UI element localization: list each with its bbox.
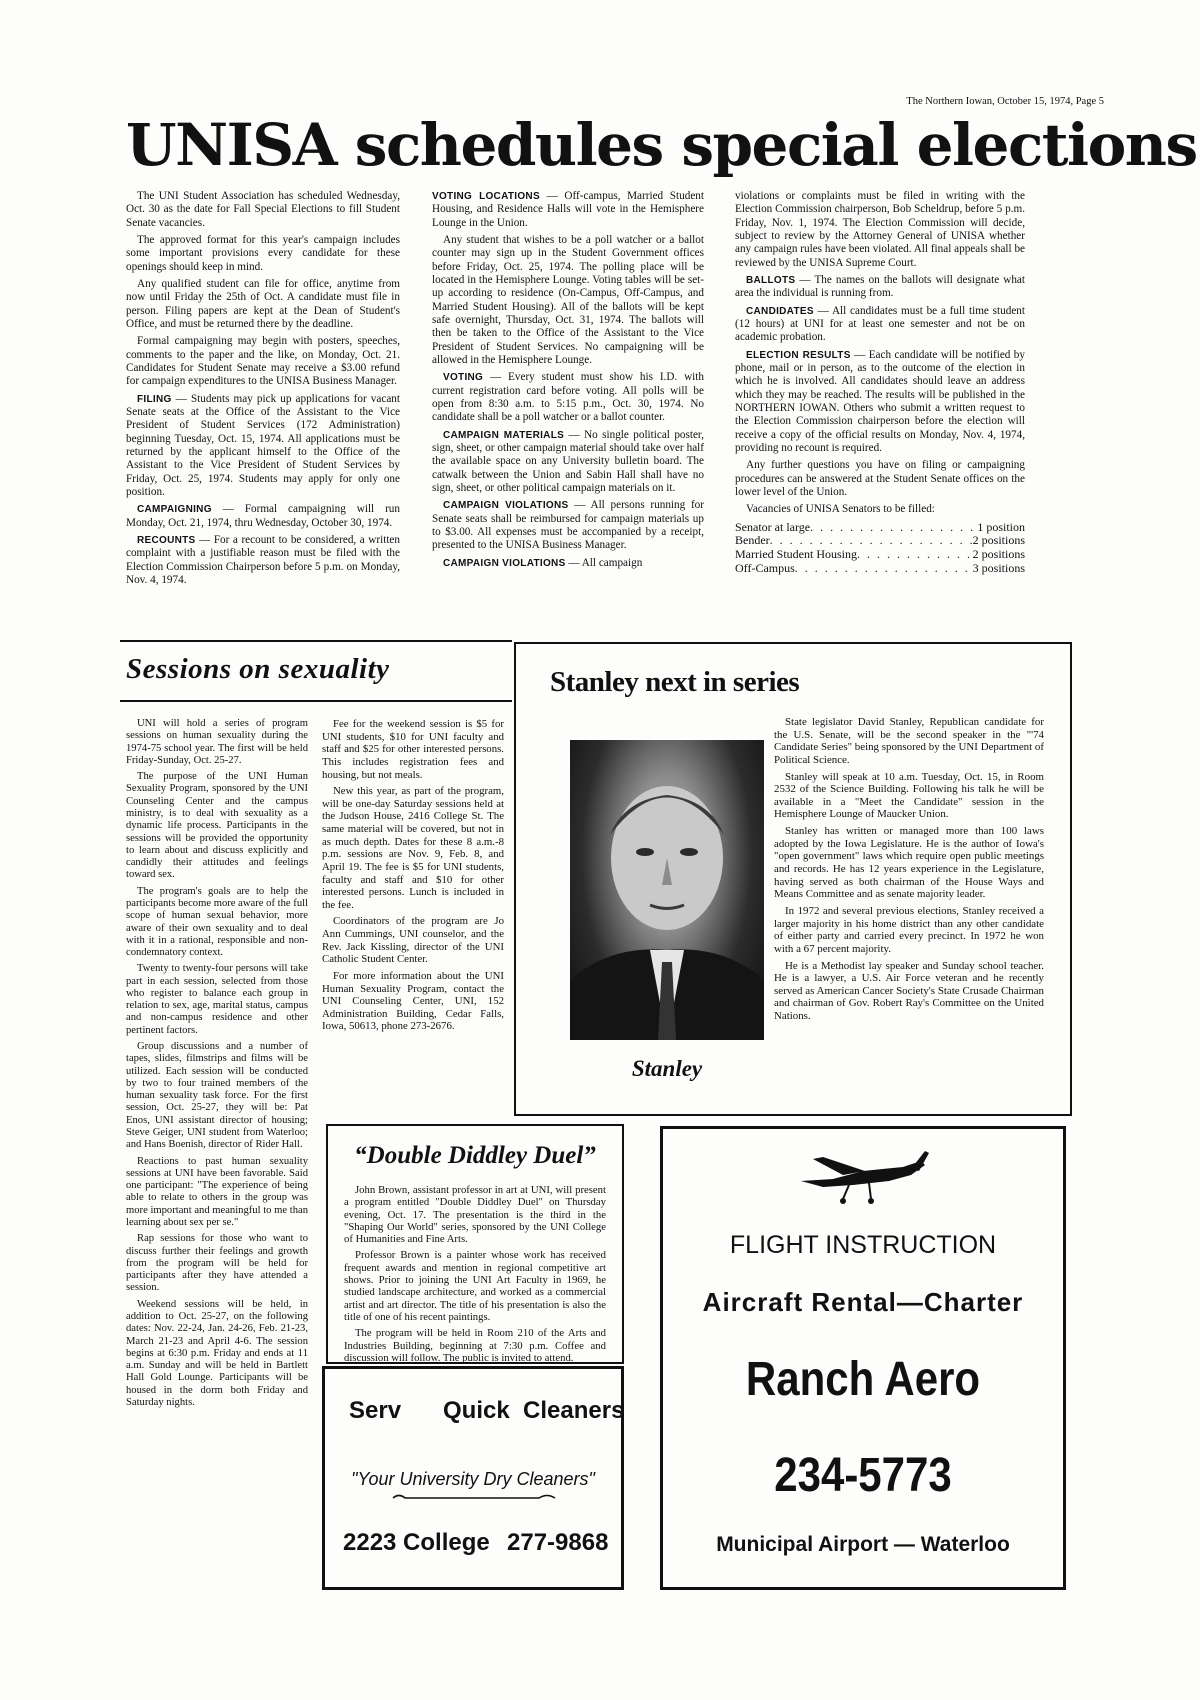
paragraph: violations or complaints must be filed in writing with the Election Commission chairperson, Bob Scheldrup, before 5 p.m. Friday, Nov. 1, 1974. The Election Commission will decide, subject to review by the Attorney General of UNISA whether any campaign rules have been violated. All final appeals shall be reviewed by the UNISA Supreme Court.: [735, 190, 1025, 269]
vacancy-seat: Bender: [735, 533, 770, 548]
paragraph: New this year, as part of the program, will be one-day Saturday sessions held at the Judson House, 2416 College St. The same material will be covered, but not in as much depth. Dates for these 8 a.m.-8 p.m. sessions are Nov. 9, Feb. 8, and April 19. The fee is $5 for UNI students, faculty and staff and $10 for other interested persons. Lunch is included in the fee.: [322, 785, 504, 911]
paragraph-text: — Formal campaigning will run Monday, Oct. 21, 1974, thru Wednesday, October 30, 1974.: [126, 503, 400, 529]
paragraph-text: — All campaign: [565, 556, 643, 569]
vacancy-row: [735, 534, 1025, 548]
keyword: CAMPAIGN VIOLATIONS: [443, 557, 566, 569]
flight-company-name: Ranch Aero: [745, 1351, 981, 1406]
cleaners-ad: [322, 1366, 624, 1590]
paragraph: [126, 503, 400, 530]
paragraph: The approved format for this year's campaign includes some important provisions every candidate for these openings should keep in mind.: [126, 233, 400, 273]
paragraph: Any qualified student can file for office, anytime from now until Friday the 25th of Oct. A candidate must file in person. Filing papers are kept at the Dean of Student's Office, and must be returned there by the deadline.: [126, 277, 400, 330]
paragraph: [432, 557, 704, 570]
cleaners-name-right: Quick Cleaners: [443, 1397, 625, 1424]
paragraph: Reactions to past human sexuality sessions at UNI have been favorable. Said one participant: "The experience of being able to relate to others in the group was more important and meaningful to me than learning about sex per se.": [126, 1155, 308, 1228]
vacancy-count: 2 positions: [972, 533, 1025, 548]
vacancies-list: [735, 521, 1025, 576]
elections-column-2: [432, 190, 704, 574]
section-divider: [120, 640, 512, 642]
page-headline: UNISA schedules special elections: [126, 111, 1197, 179]
paragraph: In 1972 and several previous elections, Stanley received a larger majority in his home district than any other candidate of either party and carried every precinct. In 1972 he won with a 67 percent majority.: [774, 904, 1044, 955]
paragraph: [432, 371, 704, 424]
paragraph: [126, 534, 400, 587]
paragraph: He is a Methodist lay speaker and Sunday school teacher. He is a lawyer, a U.S. Air Force veteran and he recently served as American Cancer Society's State Crusade Chairman and chairman of Gov. Robert Ray's Committee on the United Nations.: [774, 959, 1044, 1023]
paragraph-text: — All candidates must be a full time student (12 hours) at UNI for at least one semester and not be on academic probation.: [735, 304, 1025, 344]
flight-line2: Aircraft Rental—Charter: [702, 1287, 1024, 1317]
flight-ad: [660, 1126, 1066, 1590]
stanley-caption: Stanley: [631, 1056, 703, 1081]
paragraph: [126, 393, 400, 500]
paragraph: Coordinators of the program are Jo Ann Cummings, UNI counselor, and the Rev. Jack Kissling, director of the UNI Catholic Student Center.: [322, 915, 504, 966]
paragraph: Stanley has written or managed more than 100 laws adopted by the Iowa Legislature. He is the author of Iowa's "open government" laws which require open public meetings and records. He has 12 years experience in the Legislature, having served as both chairman of the House Ways and Means Committee and as senate majority leader.: [774, 825, 1044, 901]
stanley-article-box: [514, 642, 1072, 1116]
diddley-article-box: [326, 1124, 624, 1364]
keyword: VOTING: [443, 372, 484, 384]
flourish-icon: [389, 1493, 559, 1503]
paragraph: Group discussions and a number of tapes, slides, filmstrips and films will be utilized. Each session will be conducted by two to four trained members of the human sexuality task force. For the first session, Oct. 25-27, they will be: Pat Enos, UNI assistant director of housing; Steve Geiger, UNI student from Waterloo; and Hans Boenish, director of Rider Hall.: [126, 1041, 308, 1151]
vacancy-row: [735, 548, 1025, 562]
paragraph-text: — For a recount to be considered, a written complaint with a justifiable reason must be filed with the Election Commission Chairperson before 5 p.m. on Monday, Nov. 4, 1974.: [126, 533, 400, 586]
vacancy-seat: Off-Campus: [735, 560, 795, 575]
elections-column-1: [126, 190, 400, 591]
diddley-title: “Double Diddley Duel”: [354, 1142, 596, 1169]
paragraph: The program's goals are to help the participants become more aware of the full scope of human sexual behavior, more aware of their own sexuality and to deal with it in a rational, responsible and non-condemnatory context.: [126, 885, 308, 959]
paragraph-text: — Every student must show his I.D. with current registration card before voting. All polls will be open from 8:30 a.m. to 5:15 p.m., Oct. 30, 1974. No candidate shall be a poll watcher or a ballot counter.: [432, 371, 704, 424]
paragraph-text: — Off-campus, Married Student Housing, and Residence Halls will vote in the Hemisphere Lounge in the Union.: [432, 190, 704, 229]
vacancy-count: 2 positions: [972, 547, 1025, 562]
paragraph-text: — Students may pick up applications for vacant Senate seats at the Office of the Assistant to the Vice President of Student Services (172 Administration) beginning Tuesday, Oct. 15, 1974. All applications must be returned by the applicant himself to the Office of the Assistant to the Vice President of Student Services by Friday, Oct. 25, 1974. Students may apply for only one position.: [126, 392, 400, 498]
paragraph-text: — The names on the ballots will designate what area the individual is running from.: [735, 273, 1025, 300]
vacancy-seat: Senator at large: [735, 519, 811, 534]
cleaners-address: 2223 College: [343, 1529, 490, 1556]
paragraph: State legislator David Stanley, Republican candidate for the U.S. Senate, will be the second speaker in the "'74 Candidate Series" being sponsored by the UNI Department of Political Science.: [774, 716, 1044, 766]
flight-location: Municipal Airport — Waterloo: [716, 1533, 1010, 1556]
sexuality-title-rule: [120, 700, 512, 702]
paragraph: The program will be held in Room 210 of the Arts and Industries Building, beginning at 7:30 p.m. Coffee and discussion will follow. The public is invited to attend.: [344, 1327, 606, 1364]
cleaners-phone: 277-9868: [507, 1529, 609, 1556]
paragraph: Any student that wishes to be a poll watcher or a ballot counter may sign up in the Student Government offices before Friday, Oct. 25, 1974. The polling place will be located in the Hemisphere Lounge. Voting tables will be set-up according to residence (On-Campus, Off-Campus, and Married Student Housing). All of the ballots will be kept safe overnight, Thursday, Oct. 31, 1974. The ballots will then be taken to the Office of the Assistant to the Vice President of Student Services. No campaigning will be allowed in the Hemisphere Lounge.: [432, 233, 704, 366]
paragraph: Any further questions you have on filing or campaigning procedures can be answered at the Student Senate offices on the lower level of the Union.: [735, 459, 1025, 498]
paragraph-text: — Each candidate will be notified by phone, mail or in person, as to the outcome of the election in which he is involved. All candidates should leave an address which they may be reached. The results will be published in the NORTHERN IOWAN. Others who submit a written request to the Election Commission chairperson before the election will receive a copy of the official results on Monday, Nov. 4, 1974, providing no recount is required.: [735, 348, 1025, 454]
paragraph-text: — No single political poster, sign, sheet, or other campaign material should take over half the available space on any University bulletin board. The catwalk between the Union and Sabin Hall shall have no sign, sheet, or other political campaign materials on it.: [432, 428, 705, 494]
paragraph: [735, 305, 1025, 345]
keyword: BALLOTS: [746, 274, 796, 286]
stanley-portrait: [570, 740, 764, 1040]
paragraph: The purpose of the UNI Human Sexuality Program, sponsored by the UNI Counseling Center and the campus ministry, is to deal with sexuality as a dynamic life process. Participants in the sessions will be provided the opportunity to learn about and discuss explicitly and candidly their attitudes and feelings toward sex.: [126, 771, 308, 881]
cleaners-slogan: "Your University Dry Cleaners": [351, 1469, 595, 1489]
elections-column-3: [735, 190, 1025, 576]
keyword: VOTING LOCATIONS: [432, 191, 540, 202]
paragraph: [432, 499, 704, 552]
keyword: ELECTION RESULTS: [746, 349, 851, 361]
paragraph: UNI will hold a series of program sessions on human sexuality during the 1974-75 school year. The first will be held Friday-Sunday, Oct. 25-27.: [126, 718, 308, 766]
paragraph: Fee for the weekend session is $5 for UNI students, $10 for UNI faculty and staff and $25 for other interested persons. This includes registration fees and housing, but not meals.: [322, 718, 504, 781]
flight-line1: FLIGHT INSTRUCTION: [729, 1231, 997, 1259]
paragraph: The UNI Student Association has scheduled Wednesday, Oct. 30 as the date for Fall Special Elections to fill Student Senate vacancies.: [126, 190, 400, 229]
vacancy-row: [735, 562, 1025, 576]
keyword: RECOUNTS: [137, 534, 196, 546]
paragraph: Professor Brown is a painter whose work has received frequent awards and mention in regional competitive art shows. Prior to joining the UNI Art Faculty in 1969, he studied landscape architecture, and worked as a commercial artist and art director. The title of his presentation is also the title of one of his recent paintings.: [344, 1249, 606, 1323]
vacancy-count: 1 position: [977, 519, 1025, 534]
stanley-body: [774, 716, 1044, 1027]
page-folio: The Northern Iowan, October 15, 1974, Page 5: [906, 96, 1104, 107]
stanley-title: Stanley next in series: [550, 666, 800, 698]
paragraph: For more information about the UNI Human Sexuality Program, contact the UNI Counseling Center, UNI, 152 Administration Building, Cedar Falls, Iowa, 50613, phone 273-2676.: [322, 969, 504, 1033]
paragraph: [432, 429, 704, 496]
vacancy-row: [735, 521, 1025, 535]
keyword: CANDIDATES: [746, 305, 814, 317]
keyword: CAMPAIGNING: [137, 504, 212, 516]
sexuality-column-2: [322, 718, 504, 1037]
keyword: CAMPAIGN VIOLATIONS: [443, 500, 569, 512]
keyword: FILING: [137, 393, 172, 405]
paragraph: Rap sessions for those who want to discuss further their feelings and growth from the program will be held for participants after they have attended a session.: [126, 1233, 308, 1294]
paragraph: Vacancies of UNISA Senators to be filled:: [746, 503, 935, 516]
sexuality-title: Sessions on sexuality: [126, 653, 390, 685]
paragraph-text: — All persons running for Senate seats shall be reimbursed for campaign materials up to $3.00. All expenses must be accompanied by a receipt, presented to the UNISA Business Manager.: [432, 499, 704, 552]
paragraph: [735, 274, 1025, 301]
paragraph: Stanley will speak at 10 a.m. Tuesday, Oct. 15, in Room 2532 of the Science Building. Following his talk he will be available in a "Meet the Candidate" session in the Hemisphere Lounge of Maucker Union.: [774, 770, 1044, 821]
portrait-silhouette-icon: [570, 740, 764, 1040]
vacancy-count: 3 positions: [972, 560, 1025, 575]
airplane-icon: [793, 1141, 933, 1211]
diddley-body: [344, 1184, 606, 1368]
sexuality-column-1: [126, 718, 308, 1413]
paragraph: Formal campaigning may begin with posters, speeches, comments to the paper and the like, on Monday, Oct. 21. Candidates for Student Senate may receive a $3.00 refund for campaign expenditures to the UNISA Business Manager.: [126, 335, 400, 388]
paragraph: Weekend sessions will be held, in addition to Oct. 25-27, on the following dates: Nov. 22-24, Jan. 24-26, Feb. 21-23, March 21-23 and April 4-6. The session begins at 6:30 p.m. Friday and ends at 11 a.m. Sunday and will be held in Bartlett Hall Gold Lounge. Participants will be housed in the dorm both Friday and Saturday nights.: [126, 1298, 308, 1408]
paragraph: [432, 190, 704, 230]
paragraph: Twenty to twenty-four persons will take part in each session, selected from those who register to balance each group in relation to sex, age, marital status, campus and non-campus residence and other pertinent factors.: [126, 963, 308, 1036]
keyword: CAMPAIGN MATERIALS: [443, 429, 565, 441]
flight-phone: 234-5773: [774, 1447, 952, 1502]
cleaners-name-left: Serv: [349, 1397, 402, 1424]
paragraph: [735, 349, 1025, 456]
paragraph: John Brown, assistant professor in art at UNI, will present a program entitled "Double Diddley Duel" on Thursday evening, Oct. 17. The presentation is the third in the "Shaping Our World" series, sponsored by the UNI College of Humanities and Fine Arts.: [344, 1184, 606, 1246]
vacancy-seat: Married Student Housing: [735, 547, 857, 562]
